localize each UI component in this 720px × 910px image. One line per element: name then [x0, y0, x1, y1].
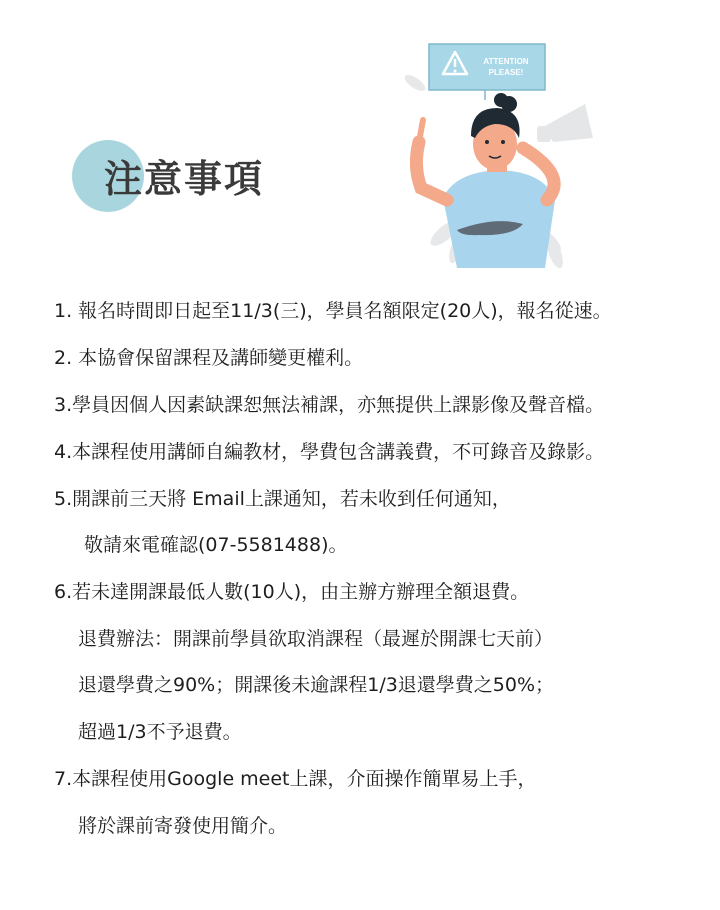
notice-item-7-cont: 將於課前寄發使用簡介。: [78, 815, 288, 837]
notice-item-5-cont: 敬請來電確認(07-5581488)。: [84, 534, 348, 556]
refund-policy-line-3: 超過1/3不予退費。: [78, 721, 242, 743]
refund-policy-line-1: 退費辦法：開課前學員欲取消課程（最遲於開課七天前）: [78, 628, 554, 650]
notice-item-5: 5.開課前三天將 Email上課通知，若未收到任何通知，: [54, 488, 511, 510]
notice-item-1: 1. 報名時間即日起至11/3(三)，學員名額限定(20人)，報名從速。: [54, 300, 612, 322]
notice-item-3: 3.學員因個人因素缺課恕無法補課，亦無提供上課影像及聲音檔。: [54, 394, 605, 416]
sign-text-attention: ATTENTION: [483, 57, 529, 66]
notice-item-2: 2. 本協會保留課程及講師變更權利。: [54, 347, 364, 369]
page-title: 注意事項: [104, 157, 265, 201]
megaphone-icon: [537, 104, 593, 142]
refund-policy-line-2: 退還學費之90%；開課後未逾課程1/3退還學費之50%；: [78, 674, 555, 696]
notice-item-7: 7.本課程使用Google meet上課，介面操作簡單易上手，: [54, 768, 537, 790]
notice-item-4: 4.本課程使用講師自編教材，學費包含講義費，不可錄音及錄影。: [54, 441, 605, 463]
sign-text-please: PLEASE!: [488, 68, 524, 77]
notice-item-6: 6.若未達開課最低人數(10人)，由主辦方辦理全額退費。: [54, 581, 530, 603]
